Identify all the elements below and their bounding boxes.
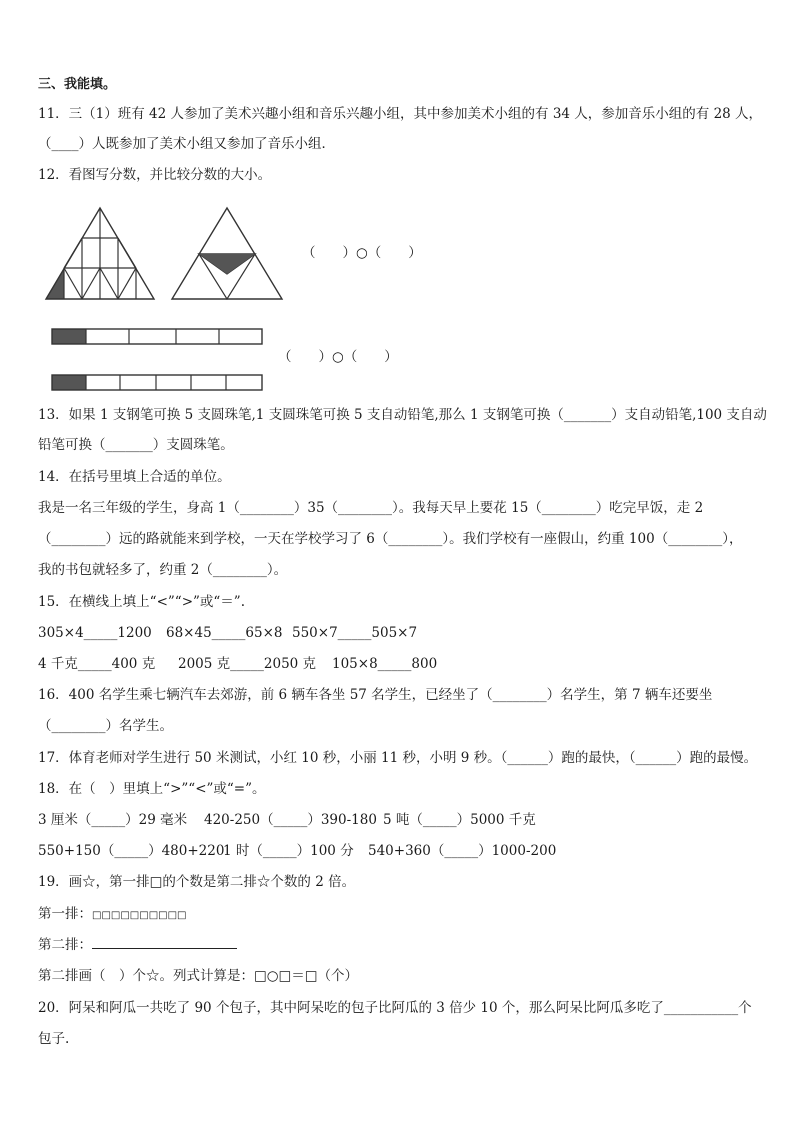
q15-item-2: 68×45_____65×8	[166, 625, 283, 641]
q15-item-5: 2005 克_____2050 克	[178, 656, 317, 672]
q11-line-1: 11．三（1）班有 42 人参加了美术兴趣小组和音乐兴趣小组，其中参加美术小组的有 34 人，参加音乐小组的有 28 人，	[38, 106, 763, 122]
section-title: 三、我能填。	[38, 77, 117, 92]
q20-line-2: 包子.	[38, 1031, 70, 1047]
q18-item-1: 3 厘米（_____）29 毫米	[38, 812, 188, 828]
triangle-2-shaded-part	[199, 254, 255, 274]
q18-item-3: 5 吨（_____）5000 千克	[383, 812, 536, 828]
q19-row-1	[38, 905, 186, 925]
q13-line-2: 铅笔可换（_______）支圆珠笔。	[38, 437, 234, 453]
q16-line-2: （________）名学生。	[38, 718, 173, 734]
q18-item-4: 550+150（_____）480+220	[38, 843, 225, 859]
q16-line-1: 16．400 名学生乘七辆汽车去郊游，前 6 辆车各坐 57 名学生，已经坐了（________）名学生，第 7 辆车还要坐	[38, 687, 713, 703]
q12-compare-2: （ ）○（ ）	[278, 349, 398, 365]
q15-item-1: 305×4_____1200	[38, 625, 152, 641]
q18-item-2: 420-250（_____）390-180	[204, 812, 377, 828]
q19-row-2	[38, 936, 237, 954]
q14-line-1: 14．在括号里填上合适的单位。	[38, 469, 231, 485]
q14-line-4: 我的书包就轻多了，约重 2（________）。	[38, 562, 288, 578]
q15-line-1: 15．在横线上填上“<”“>”或“＝”.	[38, 594, 246, 610]
q12-line-1: 12．看图写分数，并比较分数的大小。	[38, 167, 272, 183]
q18-line-1: 18．在（ ）里填上“>”“<”或“=”。	[38, 781, 266, 797]
triangle-figure-2	[170, 206, 284, 301]
q18-item-5: 1 时（_____）100 分	[223, 843, 354, 859]
strip-2-shaded-part	[52, 375, 86, 390]
q11-line-2: （____）人既参加了美术小组又参加了音乐小组．	[38, 136, 335, 152]
q18-item-6: 540+360（_____）1000-200	[368, 843, 557, 859]
triangle-figure-1	[44, 206, 156, 301]
strip-1-shaded-part	[52, 329, 86, 344]
q15-item-3: 550×7_____505×7	[292, 625, 418, 641]
q12-compare-1: （ ）○（ ）	[302, 245, 422, 261]
q20-line-1: 20．阿呆和阿瓜一共吃了 90 个包子，其中阿呆吃的包子比阿瓜的 3 倍少 10 个，那么阿呆比阿瓜多吃了___________个	[38, 1000, 752, 1016]
q17-line-1: 17．体育老师对学生进行 50 米测试，小红 10 秒，小丽 11 秒，小明 9 秒。（______）跑的最快，（______）跑的最慢。	[38, 750, 758, 766]
fraction-strip-2	[51, 374, 265, 392]
q19-line-1: 19．画☆，第一排□的个数是第二排☆个数的 2 倍。	[38, 874, 356, 890]
q15-item-4: 4 千克_____400 克	[38, 656, 156, 672]
q13-line-1: 13．如果 1 支钢笔可换 5 支圆珠笔,1 支圆珠笔可换 5 支自动铅笔,那么 1 支钢笔可换（_______）支自动铅笔,100 支自动	[38, 407, 767, 423]
q19-row-2-answer-line[interactable]	[92, 936, 237, 949]
q19-row-2-label: 第二排：	[38, 937, 92, 953]
q19-line-4: 第二排画（ ）个☆。列式计算是：□○□＝□（个）	[38, 968, 359, 984]
fraction-strip-1	[51, 328, 265, 346]
q15-item-6: 105×8_____800	[332, 656, 438, 672]
q19-row-1-boxes: □□□□□□□□□□	[92, 910, 187, 921]
q19-row-1-label: 第一排：	[38, 906, 92, 922]
q14-line-3: （________）远的路就能来到学校，一天在学校学习了 6（________）。我们学校有一座假山，约重 100（________），	[38, 531, 743, 547]
q14-line-2: 我是一名三年级的学生，身高 1（________）35（________）。我每天早上要花 15（________）吃完早饭，走 2	[38, 500, 704, 516]
